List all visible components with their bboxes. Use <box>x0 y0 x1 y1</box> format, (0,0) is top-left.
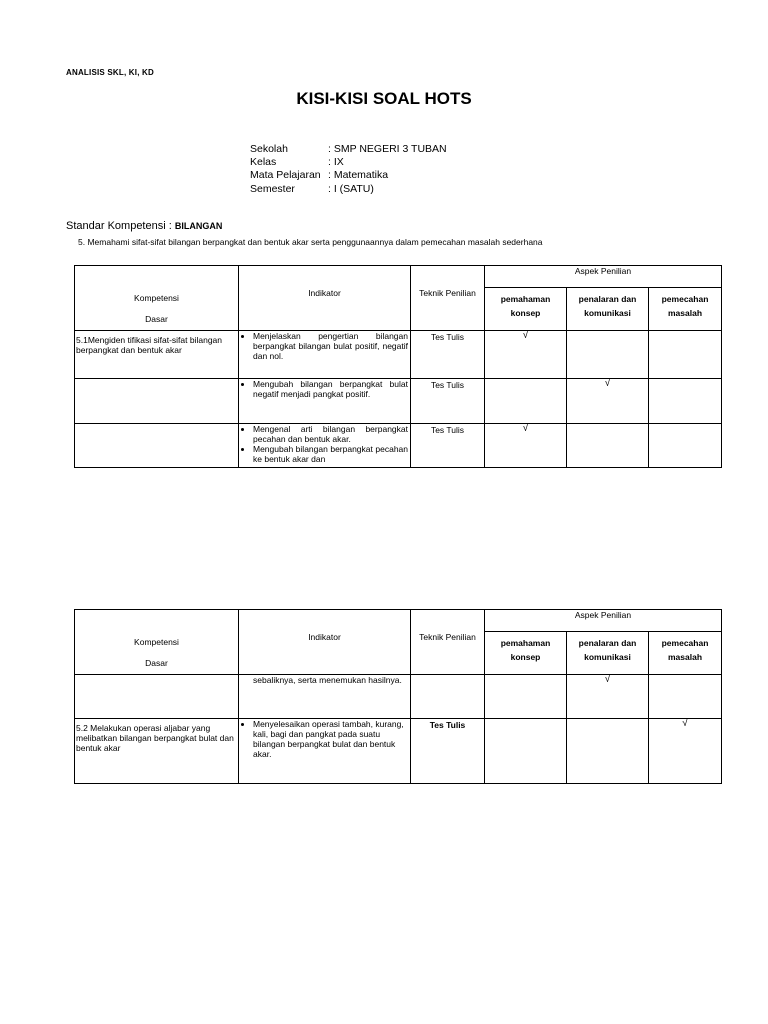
check-pemecahan: √ <box>649 719 722 784</box>
header-penalaran: penalaran dan komunikasi <box>567 632 649 675</box>
header-kompetensi: Kompetensi Dasar <box>75 266 239 331</box>
header-pemahaman: pemahaman konsep <box>485 632 567 675</box>
info-row-mapel: Mata Pelajaran : Matematika <box>250 169 389 182</box>
indikator-item: • Menyelesaikan operasi tambah, kurang, kali, bagi dan pangkat pada suatu bilangan berpangkat bulat dan bentuk akar. <box>253 719 408 759</box>
header-kompetensi: Kompetensi Dasar <box>75 610 239 675</box>
header-label: ANALISIS SKL, KI, KD <box>66 68 155 77</box>
indikator-item: • Mengubah bilangan berpangkat pecahan ke bentuk akar dan <box>253 444 408 464</box>
header-pemecahan: pemecahan masalah <box>649 632 722 675</box>
table-row <box>75 719 722 784</box>
kd-cell <box>75 424 239 468</box>
kd-cell <box>75 379 239 424</box>
header-pemecahan: pemecahan masalah <box>649 288 722 331</box>
check-pemecahan <box>649 675 722 719</box>
check-pemecahan <box>649 424 722 468</box>
indikator-cell <box>239 719 411 784</box>
page-title: KISI-KISI SOAL HOTS <box>296 89 472 108</box>
check-pemecahan <box>649 379 722 424</box>
header-aspek: Aspek Penilian <box>485 610 722 632</box>
check-penalaran <box>567 424 649 468</box>
kd-cell: 5.2 Melakukan operasi aljabar yang melibatkan bilangan berpangkat bulat dan bentuk akar <box>75 719 239 784</box>
check-pemecahan <box>649 331 722 379</box>
header-indikator: Indikator <box>239 610 411 675</box>
check-pemahaman <box>485 379 567 424</box>
teknik-cell: Tes Tulis <box>411 379 485 424</box>
check-pemahaman <box>485 719 567 784</box>
indikator-cell <box>239 331 411 379</box>
indikator-item: • Mengubah bilangan berpangkat bulat negatif menjadi pangkat positif. <box>253 379 408 399</box>
teknik-cell: Tes Tulis <box>411 424 485 468</box>
check-penalaran: √ <box>567 675 649 719</box>
info-row-semester: Semester : I (SATU) <box>250 182 374 195</box>
header-indikator: Indikator <box>239 266 411 331</box>
sk-item: 5. Memahami sifat-sifat bilangan berpangkat dan bentuk akar serta penggunaannya dalam pemecahan masalah sederhana <box>78 237 543 247</box>
table-row <box>75 331 722 379</box>
header-pemahaman: pemahaman konsep <box>485 288 567 331</box>
check-penalaran <box>567 719 649 784</box>
header-aspek: Aspek Penilian <box>485 266 722 288</box>
teknik-cell: Tes Tulis <box>411 331 485 379</box>
indikator-item: • Menjelaskan pengertian bilangan berpangkat bilangan bulat positif, negatif dan nol. <box>253 331 408 361</box>
teknik-cell <box>411 675 485 719</box>
table-row <box>75 675 722 719</box>
table-row <box>75 379 722 424</box>
kd-cell <box>75 675 239 719</box>
check-penalaran <box>567 331 649 379</box>
kisi-table-2 <box>74 609 722 784</box>
teknik-cell: Tes Tulis <box>411 719 485 784</box>
check-pemahaman: √ <box>485 331 567 379</box>
header-penalaran: penalaran dan komunikasi <box>567 288 649 331</box>
header-teknik: Teknik Penilian <box>411 266 485 331</box>
check-penalaran: √ <box>567 379 649 424</box>
indikator-item: • Mengenal arti bilangan berpangkat pecahan dan bentuk akar. <box>253 424 408 444</box>
table-row <box>75 424 722 468</box>
header-teknik: Teknik Penilian <box>411 610 485 675</box>
school-info <box>250 143 447 196</box>
kisi-table-1 <box>74 265 722 468</box>
info-row-sekolah: Sekolah : SMP NEGERI 3 TUBAN <box>250 143 447 155</box>
standar-kompetensi: Standar Kompetensi : BILANGAN <box>66 220 223 232</box>
indikator-cell <box>239 379 411 424</box>
indikator-cell: sebaliknya, serta menemukan hasilnya. <box>239 675 411 719</box>
check-pemahaman: √ <box>485 424 567 468</box>
kd-cell: 5.1Mengiden tifikasi sifat-sifat bilangan berpangkat dan bentuk akar <box>75 331 239 379</box>
indikator-cell <box>239 424 411 468</box>
info-row-kelas: Kelas : IX <box>250 156 344 169</box>
check-pemahaman <box>485 675 567 719</box>
